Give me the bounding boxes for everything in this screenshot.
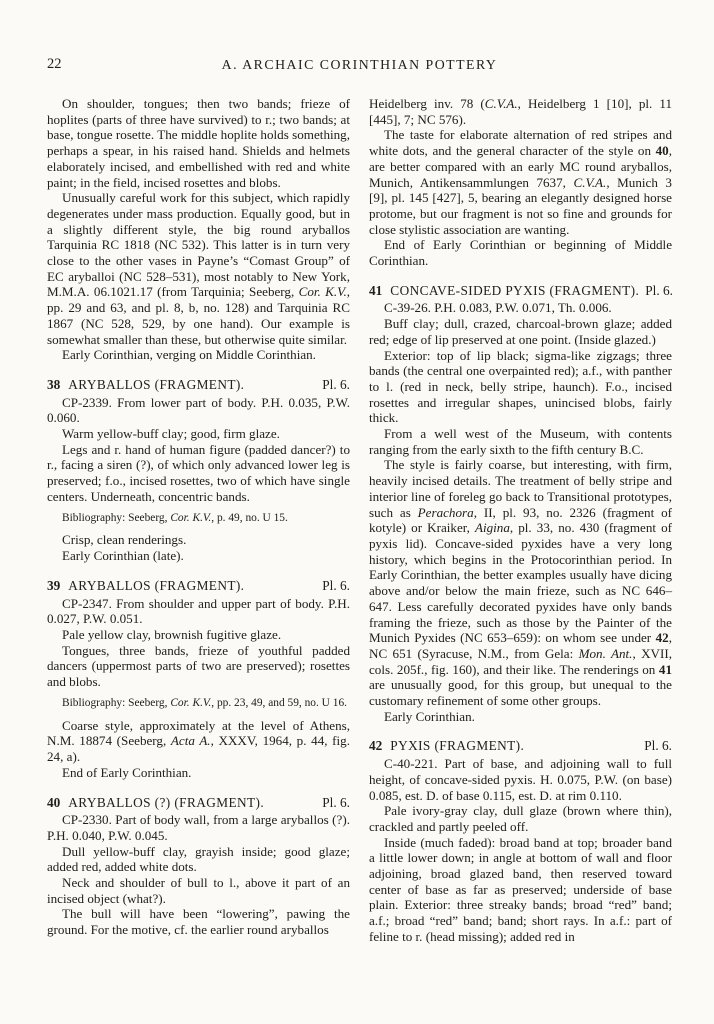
entry-title: ARYBALLOS (FRAGMENT). <box>68 577 245 593</box>
paragraph <box>47 596 350 627</box>
text-run: , II, pl. 93, no. 2326 (fragment of kotyle) or Kraiker, <box>369 504 672 536</box>
entry-title: ARYBALLOS (?) (FRAGMENT). <box>68 794 265 810</box>
plate-reference: Pl. 6. <box>322 794 350 810</box>
text-run: Bibliography: Seeberg, <box>62 511 171 524</box>
paragraph <box>47 906 350 937</box>
page-header <box>47 56 672 74</box>
bibliography <box>47 512 350 526</box>
text-run: C-40-221. Part of base, and adjoining wall to full height, of concave-sided pyxis. H. 0.075, P.W. (on base) 0.085, est. D. of base 0.115, est. D. at rim 0.110. <box>369 756 672 803</box>
text-run: , pp. 29 and 63, and pl. 8, b, no. 128) and Tarquinia RC 1867 (NC 528, 529, by one hand). Our example is somewhat smaller than these, but otherwise quite similar. <box>47 284 351 347</box>
bold-catalog-ref: 42 <box>655 630 669 646</box>
paragraph <box>47 812 350 843</box>
bibliography <box>47 697 350 711</box>
text-run: Tongues, three bands, frieze of youthful padded dancers (uppermost parts of two are preserved); rosettes and blobs. <box>47 642 350 690</box>
entry-title-group <box>369 283 639 299</box>
paragraph <box>369 457 672 708</box>
text-run: CP-2330. Part of body wall, from a large aryballos (?). P.H. 0.040, P.W. 0.045. <box>47 812 350 843</box>
text-run: Heidelberg inv. 78 ( <box>369 96 485 111</box>
italic-citation: Cor. K.V. <box>170 696 212 709</box>
paragraph <box>369 803 672 834</box>
text-run: , NC 651 (Syracuse, N.M., from Gela: <box>369 630 672 661</box>
entry-heading-42 <box>369 738 672 754</box>
text-run: Early Corinthian, verging on Middle Corinthian. <box>62 347 316 363</box>
plate-reference: Pl. 6. <box>322 577 350 593</box>
paragraph <box>47 532 350 548</box>
text-run: C-39-26. P.H. 0.083, P.W. 0.071, Th. 0.006. <box>384 300 612 316</box>
paragraph <box>47 426 350 442</box>
text-run: Dull yellow-buff clay, grayish inside; good glaze; added red, added white dots. <box>47 843 350 875</box>
paragraph <box>47 718 350 765</box>
paragraph <box>47 844 350 875</box>
running-head: A. ARCHAIC CORINTHIAN POTTERY <box>221 57 498 72</box>
paragraph <box>47 190 350 347</box>
italic-citation: C.V.A. <box>484 96 518 111</box>
bold-catalog-ref: 41 <box>658 661 672 677</box>
text-run: , Heidelberg 1 [10], pl. 11 [445], 7; NC 576). <box>369 96 672 127</box>
page-number: 22 <box>47 56 62 72</box>
entry-title-group <box>47 578 244 594</box>
text-run: , are better compared with an early MC round aryballos, Munich, Antikensammlungen 7637, <box>369 143 672 190</box>
paragraph <box>369 96 672 127</box>
text-run: CP-2347. From shoulder and upper part of body. P.H. 0.027, P.W. 0.051. <box>47 595 350 627</box>
paragraph <box>369 127 672 237</box>
plate-reference: Pl. 6. <box>322 376 350 392</box>
paragraph <box>47 442 350 505</box>
paragraph <box>369 237 672 268</box>
right-column <box>369 96 672 945</box>
paragraph <box>369 316 672 347</box>
text-run: Unusually careful work for this subject, which rapidly degenerates under mass production. Equally good, but in a slightly different style, the big round aryballos Tarquinia RC 1818 (NC 532). This latter is in turn very close to the other vases in Payne’s “Comast Group” of EC aryballoi (NC 528–531), most notably to New York, M.M.A. 06.1021.17 (from Tarquinia; Seeberg, <box>47 190 350 300</box>
text-run: The style is fairly coarse, but interesting, with firm, heavily incised details. The treatment of belly stripe and interior line of foreleg go back to Transitional prototypes, such as <box>369 457 672 520</box>
catalog-number: 38 <box>47 376 61 392</box>
text-run: Inside (much faded): broad band at top; broader band a little lower down; in angle at bottom of wall and floor adjoining, broad glazed band, then reserved toward center of base as far as preserved; underside of base plain. Exterior: three streaky bands; broad “red” band; a.f.; broad “red” band; band; short rays. In a.f.: part of feline to r. (head missing); added red in <box>369 834 672 944</box>
text-run: Coarse style, approximately at the level of Athens, N.M. 18874 (Seeberg, <box>47 717 350 749</box>
entry-heading-38 <box>47 377 350 393</box>
text-run: Legs and r. hand of human figure (padded dancer?) to r., facing a siren (?), of which only advanced lower leg is preserved; f.o., incised rosettes, two of which have single centers. Underneath, concentric bands. <box>47 441 350 504</box>
italic-citation: Aigina <box>474 520 510 536</box>
left-column <box>47 96 350 938</box>
catalog-number: 39 <box>47 577 61 593</box>
text-run: The bull will have been “lowering”, pawing the ground. For the motive, cf. the earlier round aryballos <box>47 906 350 938</box>
entry-title-group <box>47 377 244 393</box>
text-run: B.C. <box>619 441 644 457</box>
text-run: , pp. 23, 49, and 59, no. U 16. <box>211 696 347 709</box>
italic-citation: Cor. K.V. <box>170 511 212 524</box>
plate-reference: Pl. 6. <box>645 282 673 298</box>
text-run: Buff clay; dull, crazed, charcoal-brown glaze; added red; edge of lip preserved at one point. (Inside glazed.) <box>369 316 672 347</box>
entry-heading-39 <box>47 578 350 594</box>
text-run: Neck and shoulder of bull to l., above it part of an incised object (what?). <box>47 875 350 906</box>
catalog-number: 42 <box>369 738 383 754</box>
italic-citation: Mon. Ant. <box>578 645 633 661</box>
text-run: , pl. 33, no. 430 (fragment of pyxis lid). Concave-sided pyxides have a very long history, which begins in the Protocorinthian period. In Early Corinthian, the better examples usually have dicing above and/or below the main frieze, such as NC 646–647. Less carefully decorated pyxides have only bands framing the frieze, such as those by the Painter of the Munich Pyxides (NC 653–659): on whom see under <box>369 520 672 646</box>
italic-citation: Perachora <box>417 504 474 520</box>
paragraph <box>47 395 350 426</box>
entry-title-group <box>369 738 524 754</box>
catalog-number: 41 <box>369 282 383 298</box>
plate-reference: Pl. 6. <box>644 738 672 754</box>
text-run: Bibliography: Seeberg, <box>62 696 171 709</box>
text-run: Warm yellow-buff clay; good, firm glaze. <box>62 426 280 442</box>
text-run: Crisp, clean renderings. <box>62 532 187 548</box>
text-run: Early Corinthian (late). <box>62 548 184 564</box>
text-run: On shoulder, tongues; then two bands; frieze of hoplites (parts of three have survived) to r.; two bands; at base, tongue rosette. The middle hoplite holds something, perhaps a spear, in his raised hand. Shields and helmets elaborately incised, and embellished with red and white paint; in the field, incised rosettes and blobs. <box>47 96 350 190</box>
bold-catalog-ref: 40 <box>655 143 669 159</box>
text-run: End of Early Corinthian. <box>62 764 192 780</box>
paragraph <box>47 96 350 190</box>
italic-citation: Acta A. <box>170 733 211 749</box>
text-run: , XXXV, 1964, p. 44, fig. 24, a). <box>47 733 350 765</box>
entry-heading-40 <box>47 795 350 811</box>
text-run: From a well west of the Museum, with contents ranging from the early sixth to the fifth century <box>369 426 672 457</box>
paragraph <box>47 347 350 363</box>
entry-title: CONCAVE-SIDED PYXIS (FRAGMENT). <box>390 282 640 298</box>
text-run: , Munich 3 [9], pl. 145 [427], 5, bearing an elegantly designed horse protome, but our fragment is not so fine and grounds for close stylistic association are wanting. <box>369 174 672 237</box>
entry-title: PYXIS (FRAGMENT). <box>390 738 525 754</box>
paragraph <box>369 835 672 945</box>
paragraph <box>369 426 672 457</box>
text-run: Pale ivory-gray clay, dull glaze (brown where thin), crackled and partly peeled off. <box>369 803 672 834</box>
paragraph <box>369 756 672 803</box>
text-block <box>47 96 672 945</box>
paragraph <box>47 765 350 781</box>
paragraph <box>47 627 350 643</box>
text-run: Early Corinthian. <box>384 708 475 724</box>
text-run: , XVII, cols. 205f., fig. 160), and their like. The renderings on <box>369 645 672 677</box>
text-run: The taste for elaborate alternation of red stripes and white dots, and the general character of the style on <box>369 127 672 159</box>
entry-heading-41 <box>369 283 672 299</box>
italic-citation: C.V.A. <box>573 174 607 190</box>
text-run: , p. 49, no. U 15. <box>211 511 288 524</box>
paragraph <box>369 348 672 427</box>
paragraph <box>369 300 672 316</box>
text-run: are unusually good, for this group, but unequal to the customary refinement of some other groups. <box>369 677 672 709</box>
text-run: Exterior: top of lip black; sigma-like zigzags; three bands (the central one overpainted red); a.f., with panther to l. (red in neck, belly stripe, haunch). F.o., incised rosettes and irregular shapes, unincised blobs, fairly thick. <box>369 347 672 426</box>
paragraph <box>47 643 350 690</box>
italic-citation: Cor. K.V. <box>298 284 347 300</box>
catalog-number: 40 <box>47 794 61 810</box>
paragraph <box>47 875 350 906</box>
text-run: CP-2339. From lower part of body. P.H. 0.035, P.W. 0.060. <box>47 394 350 426</box>
paragraph <box>47 548 350 564</box>
text-run: Pale yellow clay, brownish fugitive glaze. <box>62 627 282 642</box>
entry-title-group <box>47 795 264 811</box>
text-run: End of Early Corinthian or beginning of Middle Corinthian. <box>369 237 672 269</box>
paragraph <box>369 709 672 725</box>
entry-title: ARYBALLOS (FRAGMENT). <box>68 376 245 392</box>
